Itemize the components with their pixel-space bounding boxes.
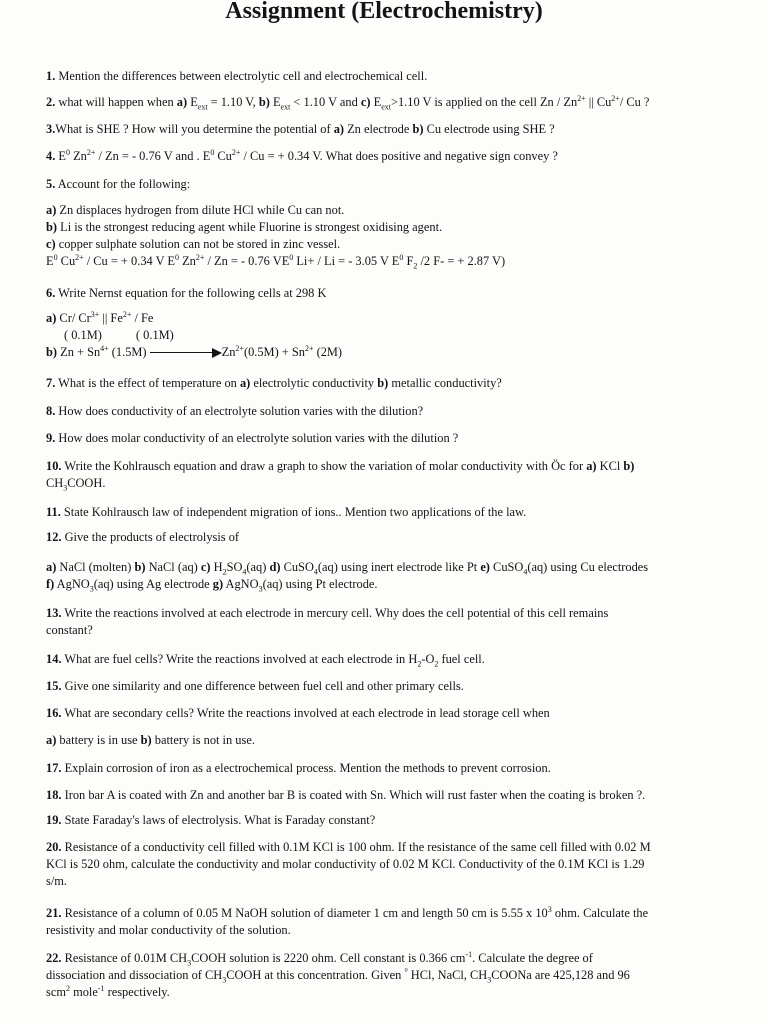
question-18: 18. Iron bar A is coated with Zn and another bar B is coated with Sn. Which will rust faster when the coating is broken ?. bbox=[46, 788, 646, 802]
question-21-line2: resistivity and molar conductivity of the solution. bbox=[46, 923, 291, 937]
question-8: 8. How does conductivity of an electrolyte solution varies with the dilution? bbox=[46, 404, 424, 418]
question-9: 9. How does molar conductivity of an electrolyte solution varies with the dilution ? bbox=[46, 431, 459, 445]
question-14: 14. What are fuel cells? Write the reactions involved at each electrode in $H_2-O_2$ fuel cell. bbox=[46, 652, 485, 669]
question-12-line1: a) NaCl (molten) b) NaCl (aq) c) $H_2SO_4(aq)$ d) CuSO$_4$(aq) using inert electrode like Pt e) CuSO$_4$(aq) using Cu electrodes bbox=[46, 560, 649, 577]
question-4: 4. $E^0$ $Zn^{2+}$ / Zn = - 0.76 V and . $E^0$ $Cu^{2+}$ / Cu = + 0.34 V. What does positive and negative sign convey ? bbox=[46, 147, 558, 163]
page-title: Assignment (Electrochemistry) bbox=[225, 0, 543, 24]
question-6: 6. Write Nernst equation for the following cells at 298 K bbox=[46, 286, 327, 300]
question-13: 13. Write the reactions involved at each electrode in mercury cell. Why does the cell potential of this cell remains bbox=[46, 606, 609, 620]
question-20-line2: KCl is 520 ohm, calculate the conductivity and molar conductivity of 0.02 M KCl. Conductivity of the 0.1M KCl is 1.29 bbox=[46, 857, 645, 871]
question-5-data: $E^0$ $Cu^{2+}$ / Cu = + 0.34 V $E^0$ $Zn^{2+}$ / Zn = - 0.76 $VE^0$ Li+ / Li = - 3.05 V $E^0$ $F_2$ /2 F- = + 2.87 V) bbox=[46, 252, 506, 271]
question-5c: c) copper sulphate solution can not be stored in zinc vessel. bbox=[46, 237, 341, 251]
question-20-line3: s/m. bbox=[46, 874, 67, 888]
question-6a-concentrations: ( 0.1M) ( 0.1M) bbox=[64, 328, 174, 342]
question-1 bbox=[46, 69, 427, 83]
question-6b: b) $Zn + Sn^{4+}$ (1.5M) $Zn^{2+}(0.5M) + Sn^{2+}$ (2M) bbox=[46, 343, 343, 359]
question-number: 1. bbox=[46, 69, 56, 83]
question-22-line2: dissociation and dissociation of $CH_3COOH$ at this concentration. Given $^{^0}$ HCl, NaCl, $CH_3COONa$ are 425,128 and 96 bbox=[46, 966, 630, 985]
question-5: 5. Account for the following: bbox=[46, 177, 191, 191]
question-10: 10. Write the Kohlrausch equation and draw a graph to show the variation of molar conductivity with Öc for a) KCl b) bbox=[46, 459, 635, 473]
question-10-line2: $CH_3COOH$. bbox=[46, 476, 106, 493]
question-12: 12. Give the products of electrolysis of bbox=[46, 530, 240, 544]
question-11: 11. State Kohlrausch law of independent migration of ions.. Mention two applications of the law. bbox=[46, 505, 527, 519]
question-13-line2: constant? bbox=[46, 623, 93, 637]
question-3: 3.What is SHE ? How will you determine the potential of a) Zn electrode b) Cu electrode using SHE ? bbox=[46, 122, 555, 136]
reaction-arrow-icon bbox=[150, 348, 222, 358]
question-22-line3: scm$^2$ mole$^{-1}$ respectively. bbox=[46, 983, 170, 999]
question-6a: a) Cr/ $Cr^{3+}$ || $Fe^{2+}$ / Fe bbox=[46, 309, 154, 325]
question-16-line2: a) battery is in use b) battery is not in use. bbox=[46, 733, 255, 747]
question-19: 19. State Faraday's laws of electrolysis. What is Faraday constant? bbox=[46, 813, 376, 827]
question-20: 20. Resistance of a conductivity cell filled with 0.1M KCl is 100 ohm. If the resistance of the same cell filled with 0.02 M bbox=[46, 840, 651, 854]
question-22: 22. Resistance of 0.01M $CH_3COOH$ solution is 2220 ohm. Cell constant is 0.366 $cm^{-1}$. Calculate the degree of bbox=[46, 949, 593, 968]
question-16: 16. What are secondary cells? Write the reactions involved at each electrode in lead storage cell when bbox=[46, 706, 550, 720]
question-17: 17. Explain corrosion of iron as a electrochemical process. Mention the methods to prevent corrosion. bbox=[46, 761, 551, 775]
question-5b: b) Li is the strongest reducing agent while Fluorine is strongest oxidising agent. bbox=[46, 220, 443, 234]
question-15: 15. Give one similarity and one difference between fuel cell and other primary cells. bbox=[46, 679, 464, 693]
question-12-line2: f) AgNO$_3$(aq) using Ag electrode g) AgNO$_3$(aq) using Pt electrode. bbox=[46, 577, 378, 594]
question-21: 21. Resistance of a column of 0.05 M NaOH solution of diameter 1 cm and length 50 cm is 5.55 x $10^3$ ohm. Calculate the bbox=[46, 904, 649, 920]
question-7: 7. What is the effect of temperature on a) electrolytic conductivity b) metallic conductivity? bbox=[46, 376, 502, 390]
question-5a: a) Zn displaces hydrogen from dilute HCl while Cu can not. bbox=[46, 203, 345, 217]
question-2: 2. what will happen when a) $E_{ext} = 1.10$ V, b) $E_{ext} < 1.10$ V and c) $E_{ext}>1.10$ V is applied on the cell Zn / $Zn^{2+}$ || $Cu^{2+}/$ Cu ? bbox=[46, 93, 650, 112]
question-text: Mention the differences between electrolytic cell and electrochemical cell. bbox=[55, 69, 428, 83]
